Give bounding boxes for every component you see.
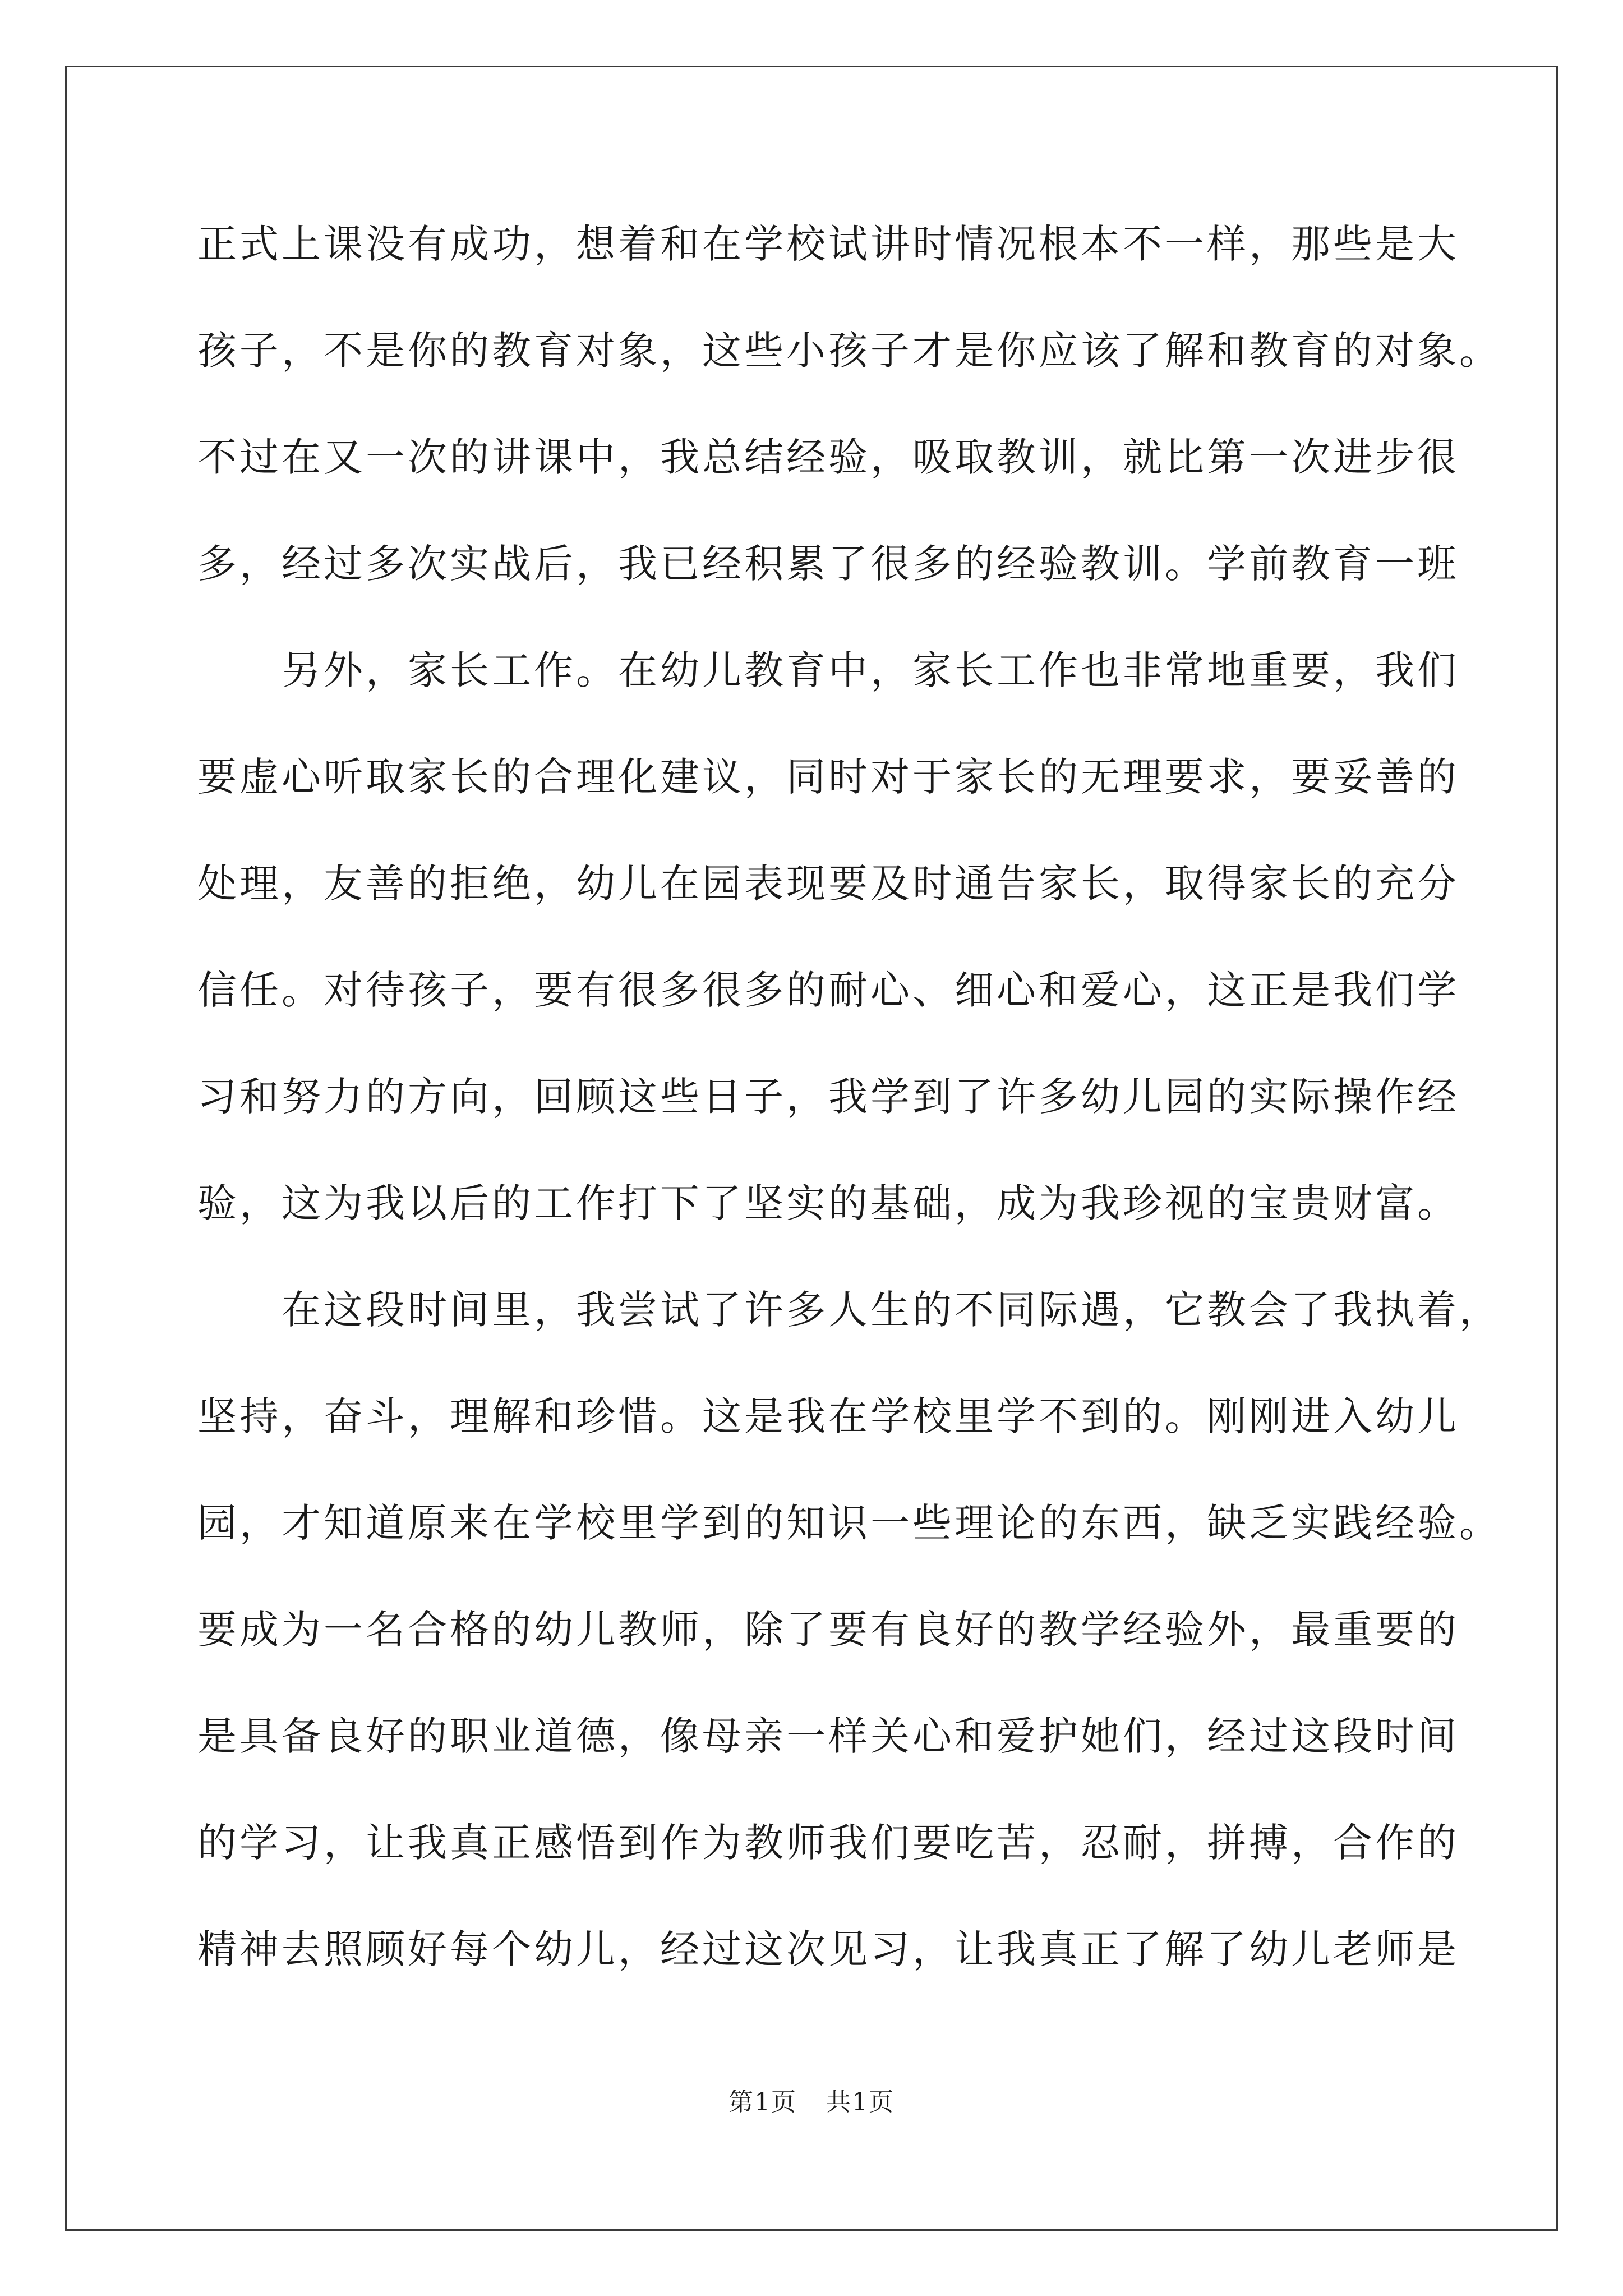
text-line: 坚持，奋斗，理解和珍惜。这是我在学校里学不到的。刚刚进入幼儿 — [197, 1393, 1459, 1439]
text-line: 多，经过多次实战后，我已经积累了很多的经验教训。学前教育一班 — [197, 541, 1459, 587]
text-line: 信任。对待孩子，要有很多很多的耐心、细心和爱心，这正是我们学 — [197, 967, 1459, 1013]
page-border — [65, 66, 1558, 2231]
text-line: 处理，友善的拒绝，幼儿在园表现要及时通告家长，取得家长的充分 — [197, 861, 1459, 907]
text-line: 要成为一名合格的幼儿教师，除了要有良好的教学经验外，最重要的 — [197, 1607, 1459, 1653]
text-line: 习和努力的方向，回顾这些日子，我学到了许多幼儿园的实际操作经 — [197, 1074, 1459, 1120]
text-line: 不过在又一次的讲课中，我总结经验，吸取教训，就比第一次进步很 — [197, 434, 1459, 480]
text-line: 在这段时间里，我尝试了许多人生的不同际遇，它教会了我执着， — [197, 1287, 1501, 1333]
text-line: 精神去照顾好每个幼儿，经过这次见习，让我真正了解了幼儿老师是 — [197, 1926, 1459, 1972]
text-line: 园，才知道原来在学校里学到的知识一些理论的东西，缺乏实践经验。 — [197, 1500, 1501, 1546]
text-line: 是具备良好的职业道德，像母亲一样关心和爱护她们，经过这段时间 — [197, 1713, 1459, 1759]
page-total: 共1页 — [826, 2088, 895, 2116]
text-line: 的学习，让我真正感悟到作为教师我们要吃苦，忍耐，拼搏，合作的 — [197, 1820, 1459, 1866]
text-line: 验，这为我以后的工作打下了坚实的基础，成为我珍视的宝贵财富。 — [197, 1180, 1459, 1226]
text-line: 另外，家长工作。在幼儿教育中，家长工作也非常地重要，我们 — [197, 647, 1459, 693]
text-line: 孩子，不是你的教育对象，这些小孩子才是你应该了解和教育的对象。 — [197, 328, 1501, 374]
text-line: 要虚心听取家长的合理化建议，同时对于家长的无理要求，要妥善的 — [197, 754, 1459, 800]
page-number: 第1页 — [728, 2088, 797, 2116]
page-footer — [0, 2086, 1623, 2119]
text-line: 正式上课没有成功，想着和在学校试讲时情况根本不一样，那些是大 — [197, 221, 1459, 267]
